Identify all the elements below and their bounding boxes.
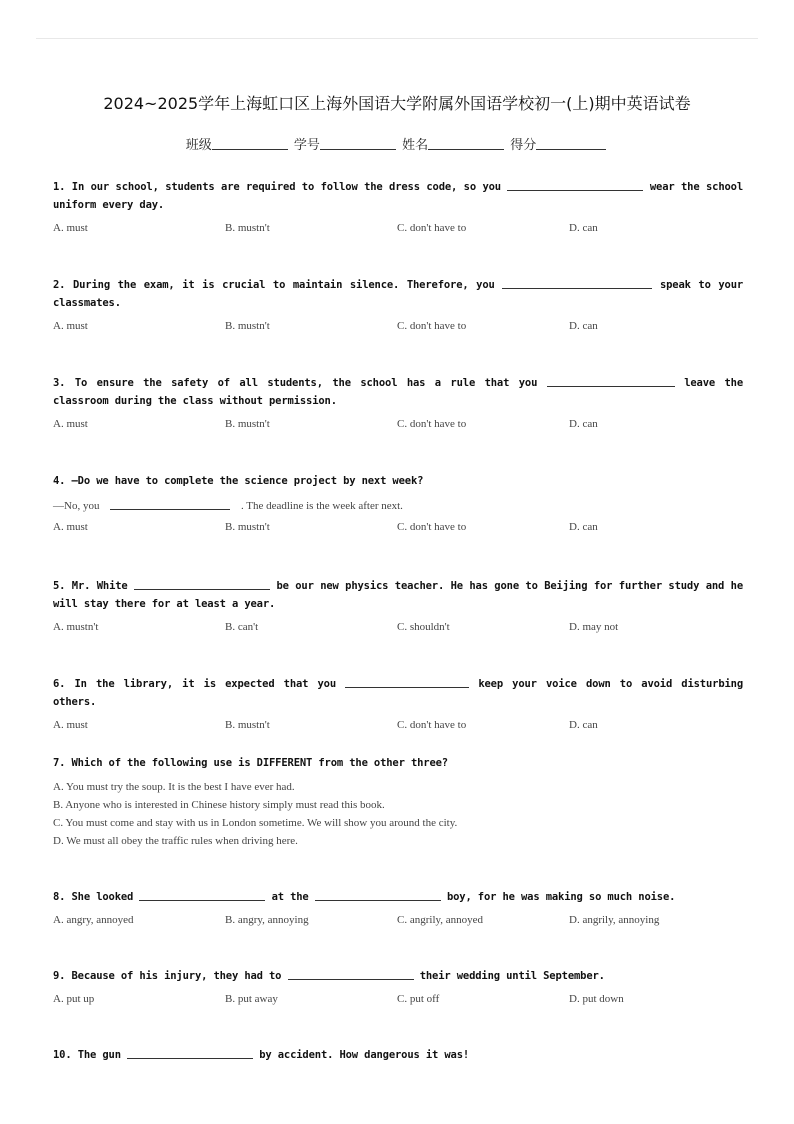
options-row [53, 320, 743, 336]
option-a: A. put up [53, 993, 95, 1005]
question-4 [53, 472, 743, 537]
option-c: C. shouldn't [397, 621, 450, 633]
student-number-blank [320, 137, 396, 150]
answer-blank [127, 1047, 253, 1059]
question-text: 5. Mr. White be our new physics teacher. He has gone to Beijing for further study and he will stay there for at least a year. [53, 580, 744, 610]
options-row [53, 621, 743, 637]
question-text: 7. Which of the following use is DIFFERENT from the other three? [53, 757, 448, 769]
answer-blank [345, 676, 469, 688]
option-c: C. don't have to [397, 719, 467, 731]
option-c: C. don't have to [397, 521, 467, 533]
student-info-line [0, 134, 794, 153]
name-label: 姓名 [402, 138, 429, 153]
question-3 [53, 374, 743, 434]
question-text: 3. To ensure the safety of all students, the school has a rule that you leave the classroom during the class without permission. [53, 377, 744, 407]
option-d: D. can [569, 719, 598, 731]
option-b: B. mustn't [225, 719, 270, 731]
question-text: 9. Because of his injury, they had to their wedding until September. [53, 970, 605, 982]
option-d: D. can [569, 521, 598, 533]
question-text: 1. In our school, students are required to follow the dress code, so you wear the school uniform every day. [53, 181, 744, 211]
option-b: B. mustn't [225, 320, 270, 332]
options-row [53, 914, 743, 930]
option-a: A. You must try the soup. It is the best I have ever had. [53, 781, 295, 793]
question-7 [53, 754, 743, 850]
option-a: A. must [53, 521, 88, 533]
option-d: D. put down [569, 993, 624, 1005]
answer-blank [134, 578, 270, 590]
question-9 [53, 967, 743, 1009]
question-text: 8. She looked at the boy, for he was making so much noise. [53, 891, 676, 903]
option-a: A. must [53, 320, 88, 332]
answer-blank [288, 968, 414, 980]
class-blank [212, 137, 288, 150]
dialogue-line: —No, you . The deadline is the week after next. [53, 500, 403, 512]
answer-blank [502, 277, 652, 289]
option-c: C. angrily, annoyed [397, 914, 484, 926]
option-b: B. Anyone who is interested in Chinese history simply must read this book. [53, 799, 385, 811]
option-b: B. mustn't [225, 222, 270, 234]
top-divider [36, 38, 758, 39]
option-d: D. can [569, 320, 598, 332]
option-b: B. put away [225, 993, 278, 1005]
answer-blank [110, 498, 230, 510]
question-8 [53, 888, 743, 930]
name-blank [428, 137, 504, 150]
question-2 [53, 276, 743, 336]
option-b: B. mustn't [225, 418, 270, 430]
student-number-label: 学号 [293, 138, 320, 153]
option-b: B. can't [225, 621, 259, 633]
question-text: 2. During the exam, it is crucial to maintain silence. Therefore, you speak to your classmates. [53, 279, 744, 309]
options-row [53, 521, 743, 537]
option-d: D. may not [569, 621, 619, 633]
question-5 [53, 577, 743, 637]
option-c: C. You must come and stay with us in London sometime. We will show you around the city. [53, 817, 458, 829]
option-d: D. can [569, 222, 598, 234]
answer-blank [507, 179, 643, 191]
question-6 [53, 675, 743, 735]
option-c: C. don't have to [397, 320, 467, 332]
question-10 [53, 1046, 743, 1064]
option-d: D. We must all obey the traffic rules when driving here. [53, 835, 298, 847]
option-a: A. must [53, 418, 88, 430]
option-a: A. angry, annoyed [53, 914, 134, 926]
score-label: 得分 [510, 138, 537, 153]
answer-blank-1 [139, 889, 265, 901]
option-d: D. angrily, annoying [569, 914, 660, 926]
class-label: 班级 [185, 138, 212, 153]
question-1 [53, 178, 743, 238]
option-c: C. don't have to [397, 222, 467, 234]
options-row [53, 418, 743, 434]
question-text: 4. —Do we have to complete the science project by next week? [53, 475, 424, 487]
answer-blank [547, 375, 675, 387]
answer-blank-2 [315, 889, 441, 901]
option-c: C. don't have to [397, 418, 467, 430]
option-a: A. mustn't [53, 621, 99, 633]
option-b: B. mustn't [225, 521, 270, 533]
option-b: B. angry, annoying [225, 914, 309, 926]
score-blank [536, 137, 606, 150]
option-d: D. can [569, 418, 598, 430]
options-list [53, 778, 743, 850]
option-a: A. must [53, 222, 88, 234]
options-row [53, 222, 743, 238]
question-text: 6. In the library, it is expected that you keep your voice down to avoid disturbing others. [53, 678, 744, 708]
page-title: 2024~2025学年上海虹口区上海外国语大学附属外国语学校初一(上)期中英语试卷 [103, 94, 691, 113]
option-a: A. must [53, 719, 88, 731]
question-text: 10. The gun by accident. How dangerous it was! [53, 1049, 470, 1061]
option-c: C. put off [397, 993, 440, 1005]
options-row [53, 993, 743, 1009]
options-row [53, 719, 743, 735]
